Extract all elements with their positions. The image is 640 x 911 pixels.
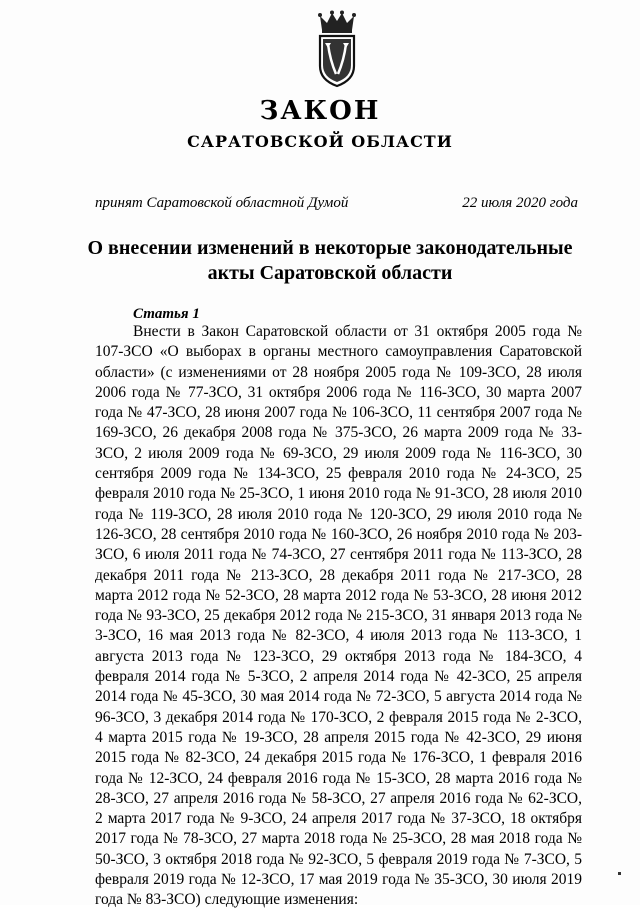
saratov-coat-of-arms-icon — [314, 10, 360, 88]
document-subtitle: САРАТОВСКОЙ ОБЛАСТИ — [187, 132, 453, 151]
law-subject-heading — [80, 236, 580, 286]
adopted-by-note: принят Саратовской областной Думой — [95, 195, 349, 211]
article-heading: Статья 1 — [133, 306, 200, 322]
article-body-text: Внести в Закон Саратовской области от 31 октября 2005 года № 107-ЗСО «О выборах в органы местного самоуправления Саратовской области» (с изменениями от 28 ноября 2005 года № 109-ЗСО, 28 июля 2006 года № 77-ЗСО, 31 октября 2006 года № 116-ЗСО, 30 марта 2007 года № 47-ЗСО, 28 июня 2007 года № 106-ЗСО, 11 сентября 2007 года № 169-ЗСО, 26 декабря 2008 года № 375-ЗСО, 26 марта 2009 года № 33-ЗСО, 2 июля 2009 года № 69-ЗСО, 29 июля 2009 года № 116-ЗСО, 30 сентября 2009 года № 134-ЗСО, 25 февраля 2010 года № 24-ЗСО, 25 февраля 2010 года № 25-ЗСО, 1 июня 2010 года № 91-ЗСО, 28 июля 2010 года № 119-ЗСО, 28 июля 2010 года № 120-ЗСО, 29 июля 2010 года № 126-ЗСО, 28 сентября 2010 года № 160-ЗСО, 26 ноября 2010 года № 203-ЗСО, 6 июля 2011 года № 74-ЗСО, 27 сентября 2011 года № 113-ЗСО, 28 декабря 2011 года № 213-ЗСО, 28 декабря 2011 года № 217-ЗСО, 28 марта 2012 года № 52-ЗСО, 28 марта 2012 года № 53-ЗСО, 28 июня 2012 года № 93-ЗСО, 25 декабря 2012 года № 215-ЗСО, 31 января 2013 года № 3-ЗСО, 16 мая 2013 года № 82-ЗСО, 4 июля 2013 года № 113-ЗСО, 1 августа 2013 года № 123-ЗСО, 29 октября 2013 года № 184-ЗСО, 4 февраля 2014 года № 5-ЗСО, 2 апреля 2014 года № 42-ЗСО, 25 апреля 2014 года № 45-ЗСО, 30 мая 2014 года № 72-ЗСО, 5 августа 2014 года № 96-ЗСО, 3 декабря 2014 года № 170-ЗСО, 2 февраля 2015 года № 2-ЗСО, 4 марта 2015 года № 19-ЗСО, 28 апреля 2015 года № 42-ЗСО, 29 июня 2015 года № 82-ЗСО, 24 декабря 2015 года № 176-ЗСО, 1 февраля 2016 года № 12-ЗСО, 24 февраля 2016 года № 15-ЗСО, 28 марта 2016 года № 28-ЗСО, 27 апреля 2016 года № 58-ЗСО, 27 апреля 2016 года № 62-ЗСО, 2 марта 2017 года № 9-ЗСО, 24 апреля 2017 года № 37-ЗСО, 18 октября 2017 года № 78-ЗСО, 27 марта 2018 года № 25-ЗСО, 28 мая 2018 года № 50-ЗСО, 3 октября 2018 года № 92-ЗСО, 5 февраля 2019 года № 7-ЗСО, 5 февраля 2019 года № 12-ЗСО, 17 мая 2019 года № 35-ЗСО, 30 июля 2019 года № 83-ЗСО) следующие изменения: — [95, 323, 582, 909]
subject-line-2: акты Саратовской области — [207, 262, 453, 284]
adoption-date: 22 июля 2020 года — [462, 195, 578, 211]
scan-dot — [618, 872, 621, 875]
document-title: ЗАКОН — [259, 96, 381, 126]
subject-line-1: О внесении изменений в некоторые законодательные — [87, 237, 573, 259]
